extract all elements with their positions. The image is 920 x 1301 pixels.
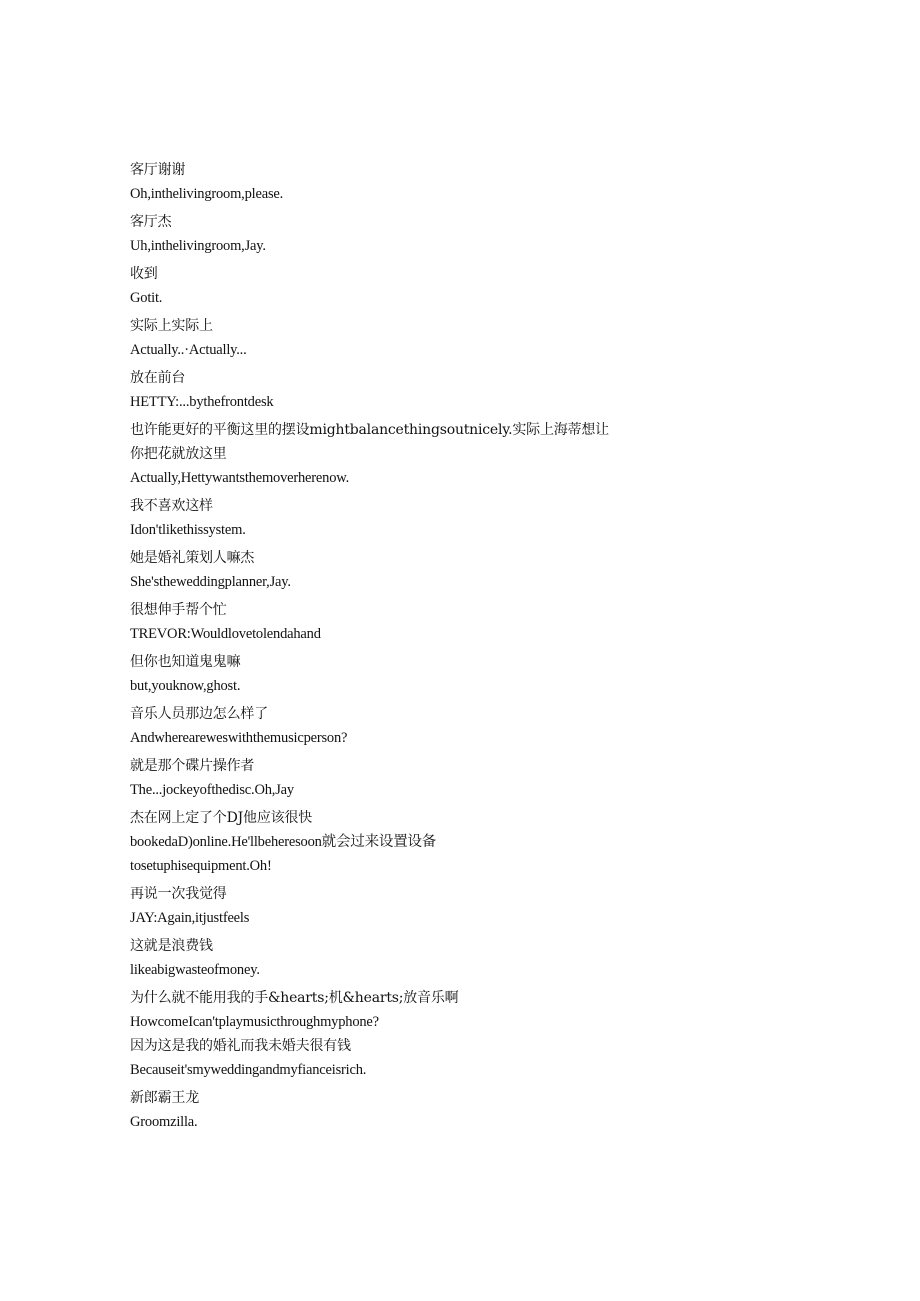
text-line-35: 因为这是我的婚礼而我未婚夫很有钱: [130, 1038, 351, 1054]
text-line-9: 放在前台: [130, 370, 186, 386]
text-line-28: tosetuphisequipment.Oh!: [130, 858, 272, 874]
text-line-10: HETTY:...bythefrontdesk: [130, 394, 274, 410]
text-line-21: but,youknow,ghost.: [130, 678, 241, 694]
text-line-34: HowcomeIcan'tplaymusicthroughmyphone?: [130, 1014, 379, 1030]
text-line-15: Idon'tlikethissystem.: [130, 522, 246, 538]
text-line-25: The...jockeyofthedisc.Oh,Jay: [130, 782, 294, 798]
text-line-12: 你把花就放这里: [130, 446, 227, 462]
text-line-4: Uh,inthelivingroom,Jay.: [130, 238, 266, 254]
text-line-38: Groomzilla.: [130, 1114, 198, 1130]
text-line-6: Gotit.: [130, 290, 163, 306]
text-line-29: 再说一次我觉得: [130, 886, 227, 902]
text-line-30: JAY:Again,itjustfeels: [130, 910, 250, 926]
text-line-18: 很想伸手帮个忙: [130, 602, 227, 618]
text-line-23: Andwhereareweswiththemusicperson?: [130, 730, 348, 746]
text-line-14: 我不喜欢这样: [130, 498, 213, 514]
text-line-19: TREVOR:Wouldlovetolendahand: [130, 626, 321, 642]
text-line-8: Actually..·Actually...: [130, 342, 247, 358]
text-line-13: Actually,Hettywantsthemoverherenow.: [130, 470, 350, 486]
text-line-3: 客厅杰: [130, 214, 172, 230]
text-line-5: 收到: [130, 266, 158, 282]
text-line-16: 她是婚礼策划人嘛杰: [130, 550, 255, 566]
text-line-37: 新郎霸王龙: [130, 1090, 199, 1106]
text-line-24: 就是那个碟片操作者: [130, 758, 255, 774]
text-line-22: 音乐人员那边怎么样了: [130, 706, 268, 722]
text-line-11: 也许能更好的平衡这里的摆设mightbalancethingsoutnicely.实际上海蒂想让: [130, 422, 609, 438]
document-body: [130, 158, 770, 1134]
text-line-1: 客厅谢谢: [130, 162, 186, 178]
text-line-27: bookedaD)online.He'llbeheresoon就会过来设置设备: [130, 834, 437, 850]
text-line-33: 为什么就不能用我的手&hearts;机&hearts;放音乐啊: [130, 990, 459, 1006]
text-line-26: 杰在网上定了个DJ他应该很快: [130, 810, 313, 826]
text-line-36: Becauseit'smyweddingandmyfianceisrich.: [130, 1062, 367, 1078]
text-line-31: 这就是浪费钱: [130, 938, 213, 954]
text-line-7: 实际上实际上: [130, 318, 213, 334]
text-line-17: She'stheweddingplanner,Jay.: [130, 574, 291, 590]
text-line-20: 但你也知道鬼鬼嘛: [130, 654, 241, 670]
text-line-2: Oh,inthelivingroom,please.: [130, 186, 284, 202]
text-line-32: likeabigwasteofmoney.: [130, 962, 260, 978]
